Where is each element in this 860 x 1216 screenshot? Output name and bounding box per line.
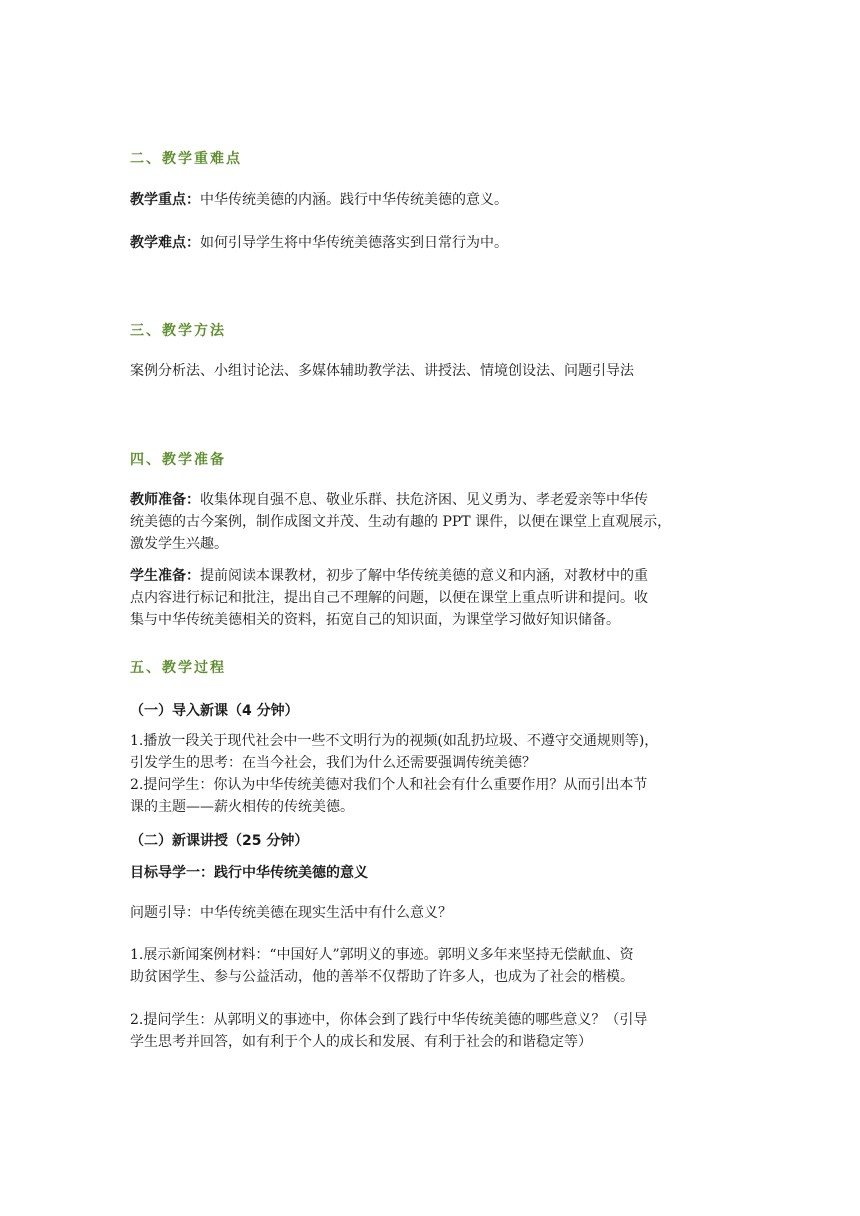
section-heading-preparation: 四、教学准备 (130, 452, 226, 468)
teacher-preparation-line: 统美德的古今案例，制作成图文并茂、生动有趣的 PPT 课件，以便在课堂上直观展示， (130, 514, 672, 530)
intro-line: 2.提问学生：你认为中华传统美德对我们个人和社会有什么重要作用？从而引出本节 (130, 777, 648, 793)
item1-line: 助贫困学生、参与公益活动，他的善举不仅帮助了许多人，也成为了社会的楷模。 (130, 969, 634, 985)
item1-line: 1.展示新闻案例材料：“中国好人”郭明义的事迹。郭明义多年来坚持无偿献血、资 (130, 947, 634, 963)
item2-line: 2.提问学生：从郭明义的事迹中，你体会到了践行中华传统美德的哪些意义？（引导 (130, 1012, 648, 1028)
key-point-label: 教学重点： (130, 192, 200, 208)
student-preparation-paragraph (130, 565, 730, 631)
student-preparation-label: 学生准备： (130, 568, 200, 584)
difficult-point-label: 教学难点： (130, 235, 200, 251)
difficult-point-paragraph (130, 232, 730, 254)
question-paragraph: 问题引导：中华传统美德在现实生活中有什么意义？ (130, 905, 452, 921)
key-point-text: 中华传统美德的内涵。践行中华传统美德的意义。 (200, 192, 508, 208)
teacher-preparation-paragraph (130, 489, 730, 555)
item2-paragraph (130, 1009, 730, 1053)
intro-line: 引发学生的思考：在当今社会，我们为什么还需要强调传统美德？ (130, 755, 536, 771)
intro-subheading: （一）导入新课（4 分钟） (130, 703, 299, 719)
goal-subheading: 目标导学一：践行中华传统美德的意义 (130, 865, 368, 881)
student-preparation-line: 提前阅读本课教材，初步了解中华传统美德的意义和内涵，对教材中的重 (200, 568, 648, 584)
difficult-point-text: 如何引导学生将中华传统美德落实到日常行为中。 (200, 235, 508, 251)
item2-line: 学生思考并回答，如有利于个人的成长和发展、有利于社会的和谐稳定等） (130, 1034, 592, 1050)
key-point-paragraph (130, 189, 730, 211)
teacher-preparation-line: 收集体现自强不息、敬业乐群、扶危济困、见义勇为、孝老爱亲等中华传 (200, 492, 648, 508)
intro-line: 课的主题——薪火相传的传统美德。 (130, 799, 354, 815)
teacher-preparation-line: 激发学生兴趣。 (130, 536, 228, 552)
section-heading-methods: 三、教学方法 (130, 323, 226, 339)
methods-paragraph: 案例分析法、小组讨论法、多媒体辅助教学法、讲授法、情境创设法、问题引导法 (130, 363, 634, 379)
new-lesson-subheading: （二）新课讲授（25 分钟） (130, 833, 309, 849)
section-heading-key-points: 二、教学重难点 (130, 151, 242, 167)
intro-paragraph (130, 730, 730, 818)
item1-paragraph (130, 944, 730, 988)
student-preparation-line: 集与中华传统美德相关的资料，拓宽自己的知识面，为课堂学习做好知识储备。 (130, 612, 620, 628)
intro-line: 1.播放一段关于现代社会中一些不文明行为的视频(如乱扔垃圾、不遵守交通规则等)， (130, 733, 659, 749)
student-preparation-line: 点内容进行标记和批注，提出自己不理解的问题，以便在课堂上重点听讲和提问。收 (130, 590, 648, 606)
section-heading-process: 五、教学过程 (130, 660, 226, 676)
teacher-preparation-label: 教师准备： (130, 492, 200, 508)
